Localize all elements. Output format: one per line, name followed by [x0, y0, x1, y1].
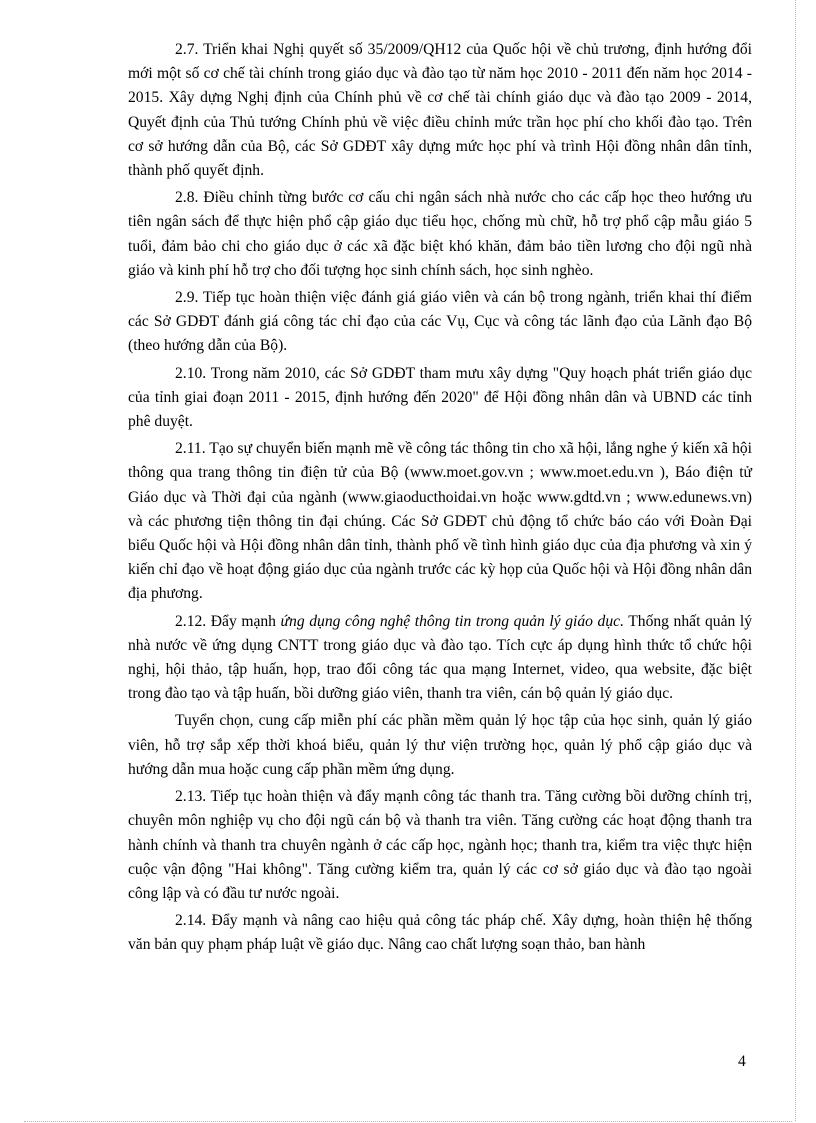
paragraph-text: 2.11. Tạo sự chuyển biến mạnh mẽ về công tác thông tin cho xã hội, lắng nghe ý kiến xã hội thông qua trang thông tin điện tử của Bộ (www.moet.gov.vn ; www.moet.edu.vn ), Báo điện tử Giáo dục và Thời đại của ngành (www.giaoducthoidai.vn hoặc www.gdtd.vn ; www.edunews.vn) và các phương tiện thông tin đại chúng. Các Sở GDĐT chủ động tổ chức báo cáo với Đoàn Đại biểu Quốc hội và Hội đồng nhân dân tỉnh, thành phố về tình hình giáo dục của địa phương và xin ý kiến chỉ đạo về hoạt động giáo dục của ngành trước các kỳ họp của Quốc hội và Hội đồng nhân dân địa phương.	[128, 440, 752, 603]
paragraph-text: 2.8. Điều chỉnh từng bước cơ cấu chi ngân sách nhà nước cho các cấp học theo hướng ưu tiên ngân sách để thực hiện phổ cập giáo dục tiểu học, chống mù chữ, hỗ trợ phổ cập mẫu giáo 5 tuổi, đảm bảo chi cho giáo dục ở các xã đặc biệt khó khăn, đảm bảo tiền lương cho đội ngũ nhà giáo và kinh phí hỗ trợ cho đối tượng học sinh chính sách, học sinh nghèo.	[128, 189, 752, 279]
paragraph-text: 2.13. Tiếp tục hoàn thiện và đẩy mạnh công tác thanh tra. Tăng cường bồi dưỡng chính trị, chuyên môn nghiệp vụ cho đội ngũ cán bộ và thanh tra viên. Tăng cường các hoạt động thanh tra hành chính và thanh tra chuyên ngành ở các cấp học, ngành học; thanh tra, kiểm tra việc thực hiện cuộc vận động "Hai không". Tăng cường kiểm tra, quản lý các cơ sở giáo dục và đào tạo ngoài công lập và có đầu tư nước ngoài.	[128, 788, 752, 902]
paragraph-text: 2.9. Tiếp tục hoàn thiện việc đánh giá giáo viên và cán bộ trong ngành, triển khai thí điểm các Sở GDĐT đánh giá công tác chỉ đạo của các Vụ, Cục và công tác lãnh đạo của Lãnh đạo Bộ (theo hướng dẫn của Bộ).	[128, 289, 752, 355]
paragraph-text: 2.7. Triển khai Nghị quyết số 35/2009/QH12 của Quốc hội về chủ trương, định hướng đổi mới một số cơ chế tài chính trong giáo dục và đào tạo từ năm học 2010 - 2011 đến năm học 2014 - 2015. Xây dựng Nghị định của Chính phủ về cơ chế tài chính giáo dục và đào tạo 2009 - 2014, Quyết định của Thủ tướng Chính phủ về việc điều chỉnh mức trần học phí cho khối đào tạo. Trên cơ sở hướng dẫn của Bộ, các Sở GDĐT xây dựng mức học phí và trình Hội đồng nhân dân tỉnh, thành phố quyết định.	[128, 41, 752, 180]
paragraph-text: Tuyển chọn, cung cấp miễn phí các phần mềm quản lý học tập của học sinh, quản lý giáo viên, hỗ trợ sắp xếp thời khoá biểu, quản lý thư viện trường học, quản lý phổ cập giáo dục và hướng dẫn mua hoặc cung cấp phần mềm ứng dụng.	[128, 712, 752, 778]
paragraph-text: 2.12. Đẩy mạnh	[175, 612, 281, 630]
emphasized-text: ứng dụng công nghệ thông tin trong quản lý giáo dục.	[280, 612, 624, 630]
paragraph-p2-12b	[128, 709, 752, 782]
paragraph-p2-10	[128, 362, 752, 435]
page-number: 4	[738, 1053, 746, 1070]
paragraph-text: Thống nhất quản lý nhà nước về ứng dụng CNTT trong giáo dục và đào tạo. Tích cực áp dụng hình thức tổ chức hội nghị, hội thảo, tập huấn, họp, trao đổi công tác qua mạng Internet, video, qua website, đặc biệt trong đào tạo và tập huấn, bồi dưỡng giáo viên, thanh tra viên, cán bộ quản lý giáo dục.	[128, 612, 752, 703]
paragraph-p2-7	[128, 38, 752, 183]
paragraph-p2-9	[128, 286, 752, 359]
paragraph-p2-13	[128, 785, 752, 906]
paragraph-text: 2.10. Trong năm 2010, các Sở GDĐT tham mưu xây dựng "Quy hoạch phát triển giáo dục của tỉnh giai đoạn 2011 - 2015, định hướng đến 2020" để Hội đồng nhân dân và UBND các tỉnh phê duyệt.	[128, 364, 752, 431]
paragraph-p2-8	[128, 186, 752, 283]
paragraph-p2-14	[128, 909, 752, 957]
paragraph-p2-12	[128, 610, 752, 707]
paragraph-p2-11	[128, 437, 752, 606]
document-body	[128, 38, 752, 961]
paragraph-text: 2.14. Đẩy mạnh và nâng cao hiệu quả công tác pháp chế. Xây dựng, hoàn thiện hệ thống văn bản quy phạm pháp luật về giáo dục. Nâng cao chất lượng soạn thảo, ban hành	[128, 912, 752, 954]
page-edge-bottom	[24, 1121, 792, 1122]
page-edge-right	[795, 0, 796, 1121]
